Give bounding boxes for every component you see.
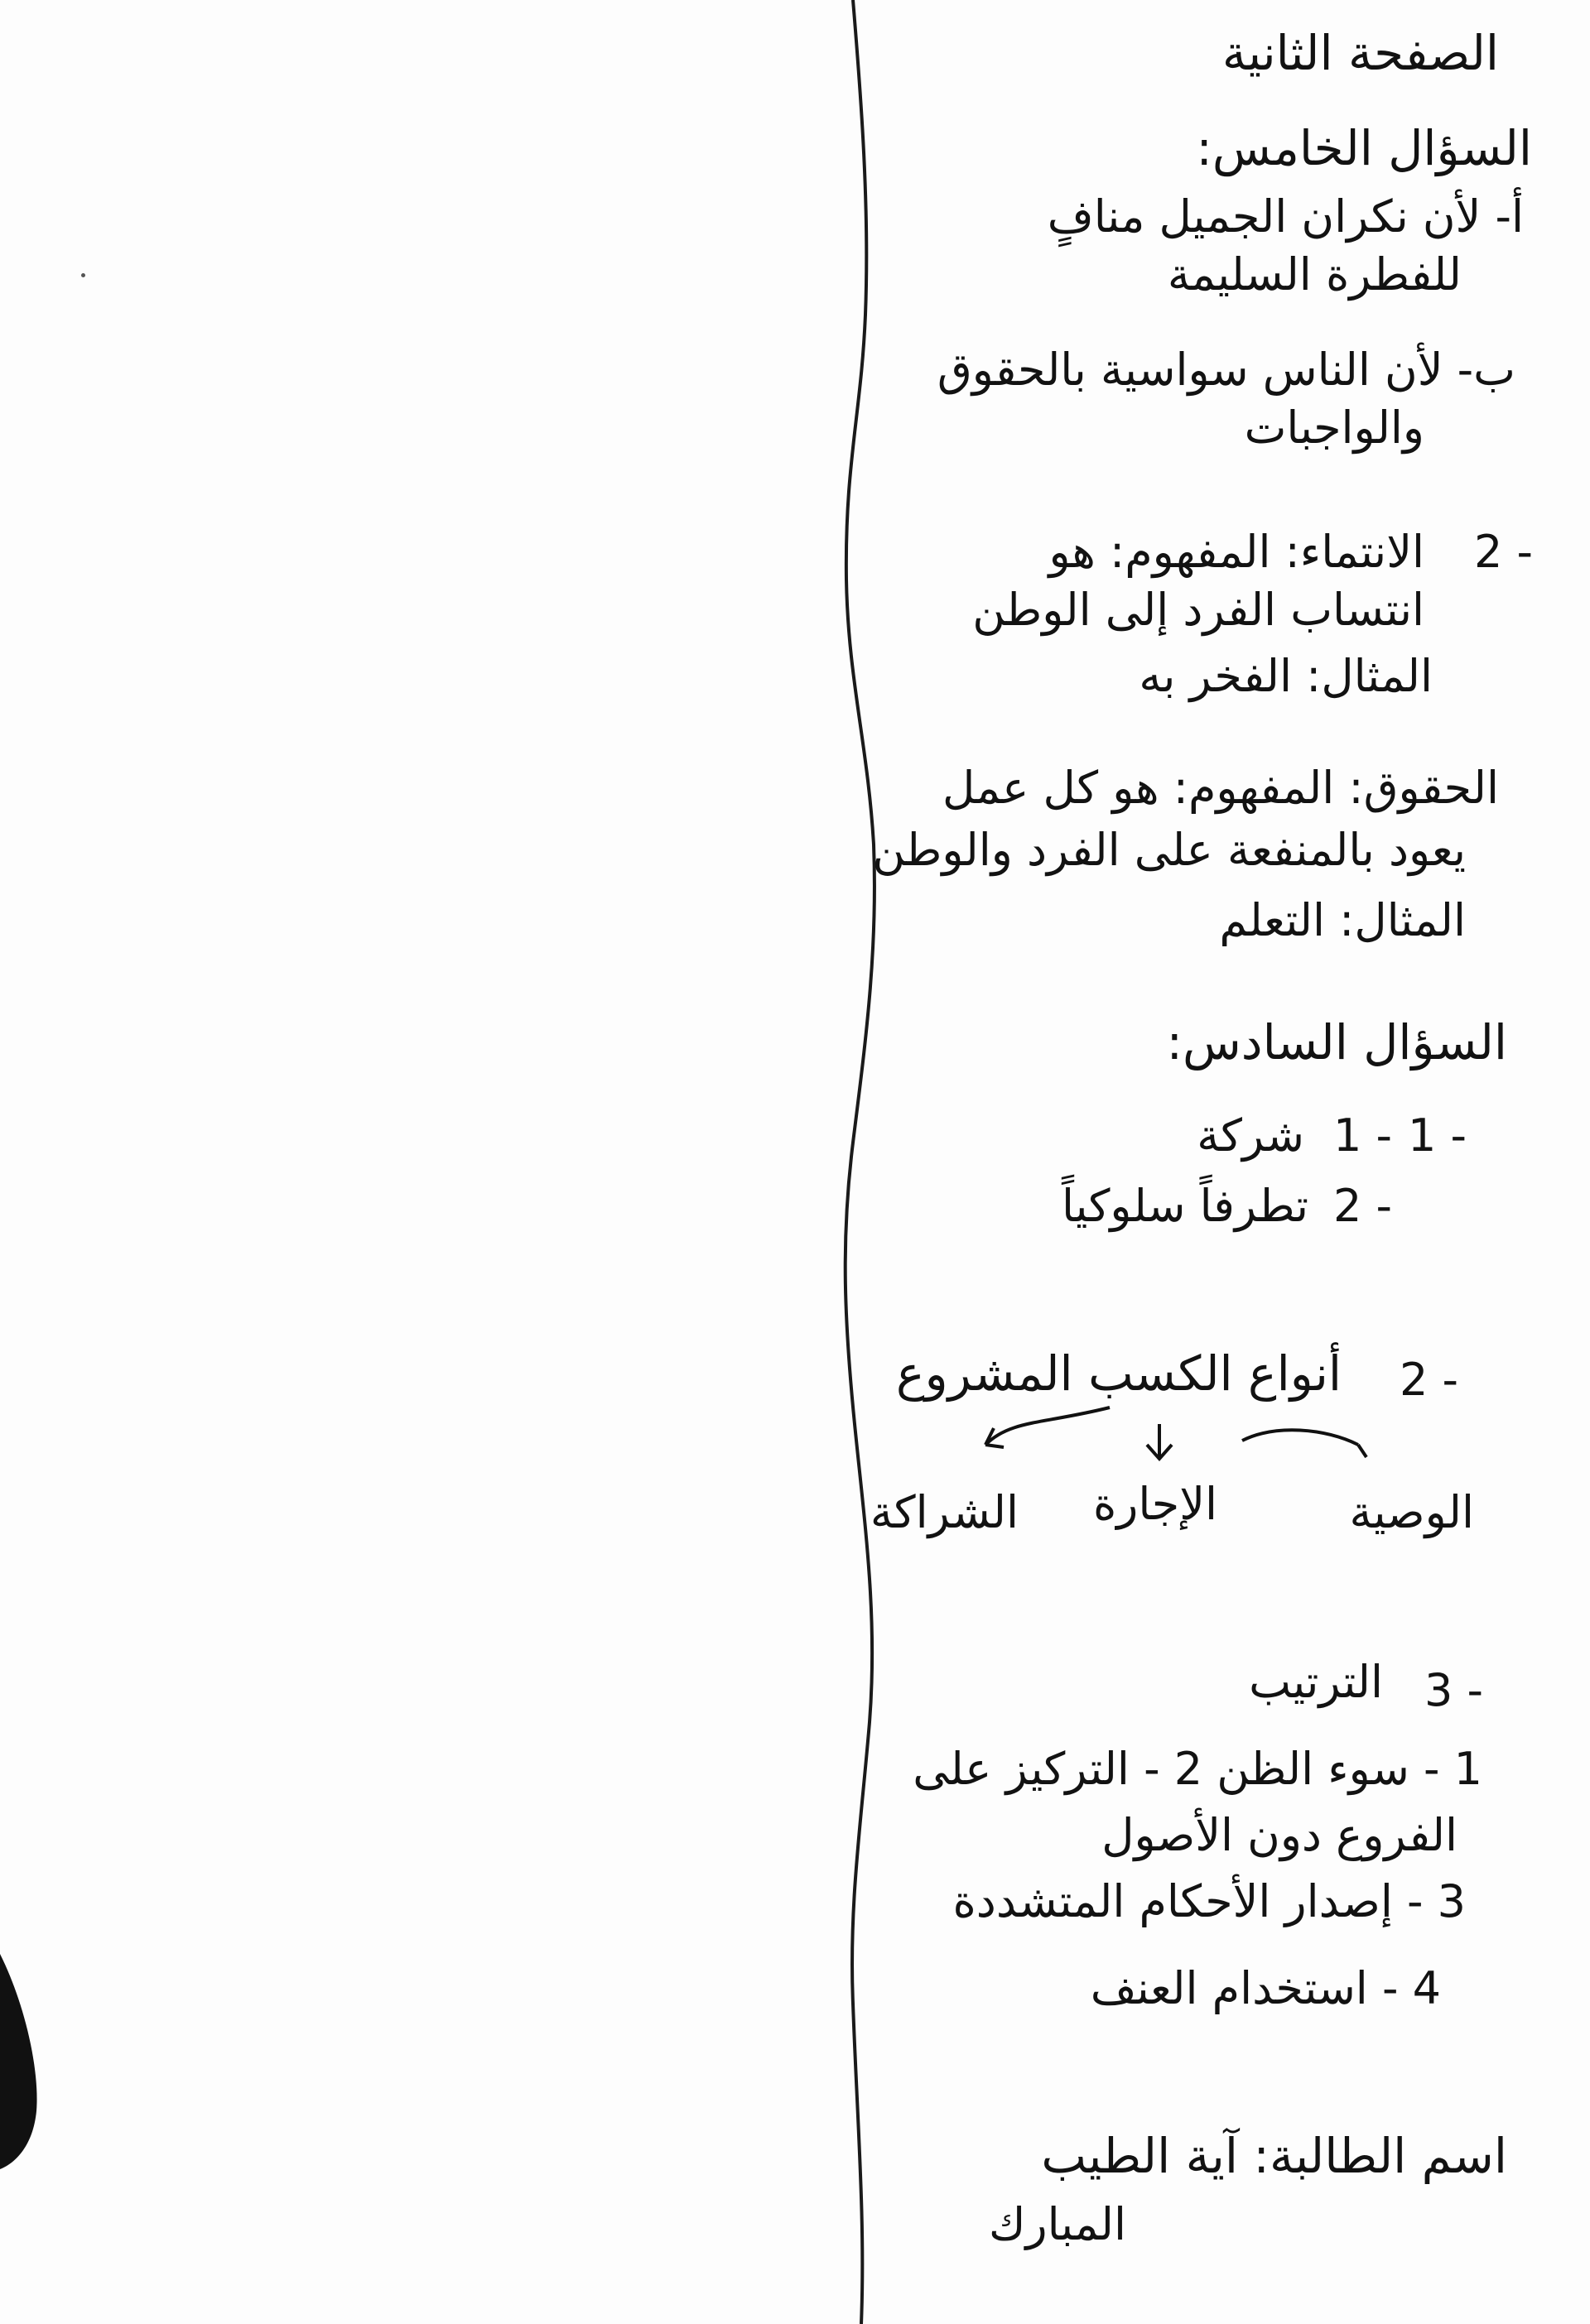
student-name-line1: اسم الطالبة: آية الطيب — [1041, 2128, 1507, 2184]
branch-lease: الإجارة — [1092, 1478, 1217, 1530]
rights-line3: المثال: التعلم — [1219, 894, 1466, 946]
q5-a-line1: أ- لأن نكران الجميل منافٍ — [1047, 190, 1524, 243]
student-name-line2: المبارك — [988, 2198, 1126, 2250]
dark-shadow-blob — [0, 1954, 50, 2169]
q5-item2-number: 2 - — [1474, 526, 1534, 578]
q5-b-line2: والواجبات — [1244, 402, 1424, 454]
earning-types-title: أنواع الكسب المشروع — [895, 1345, 1342, 1402]
rights-line1: الحقوق: المفهوم: هو كل عمل — [942, 762, 1499, 814]
belonging-line2: انتساب الفرد إلى الوطن — [972, 584, 1424, 636]
belonging-line1: الانتماء: المفهوم: هو — [1048, 526, 1424, 578]
q5-heading: السؤال الخامس: — [1196, 120, 1532, 176]
q5-a-line2: للفطرة السليمة — [1167, 248, 1462, 301]
q6-item1b-number: 2 - — [1333, 1180, 1393, 1232]
q6-item1-sub-number: 1 - — [1333, 1109, 1393, 1162]
order-line3: 3 - إصدار الأحكام المتشددة — [952, 1875, 1466, 1927]
order-line2: الفروع دون الأصول — [1101, 1809, 1458, 1861]
branch-partnership: الشراكة — [870, 1486, 1019, 1538]
q6-item3-number: 3 - — [1424, 1664, 1484, 1716]
q6-item1-number: 1 - — [1408, 1109, 1467, 1162]
q6-item2-number: 2 - — [1400, 1354, 1459, 1406]
page-title: الصفحة الثانية — [1221, 25, 1499, 81]
belonging-line3: المثال: الفخر به — [1139, 650, 1433, 702]
q6-item1-answer: شركة — [1197, 1109, 1304, 1162]
q5-b-line1: ب- لأن الناس سواسية بالحقوق — [937, 344, 1515, 396]
rights-line2: يعود بالمنفعة على الفرد والوطن — [872, 824, 1466, 876]
order-line1: 1 - سوء الظن 2 - التركيز على — [913, 1743, 1482, 1795]
q6-heading: السؤال السادس: — [1166, 1014, 1507, 1071]
q6-item1b-answer: تطرفاً سلوكياً — [1061, 1180, 1308, 1232]
order-title: الترتيب — [1249, 1656, 1383, 1708]
ink-speck — [81, 273, 85, 277]
order-line4: 4 - استخدام العنف — [1090, 1962, 1441, 2014]
branch-will: الوصية — [1349, 1486, 1474, 1538]
